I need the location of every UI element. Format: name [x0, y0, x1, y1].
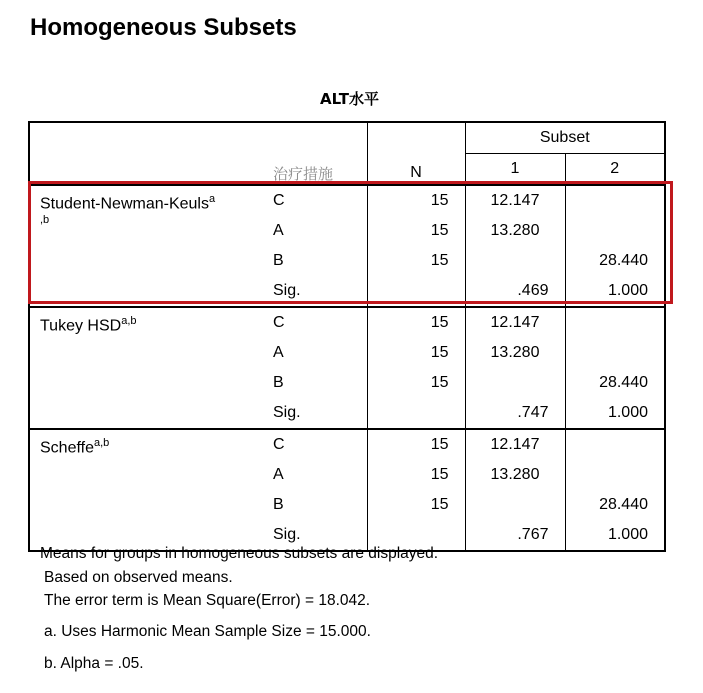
group-tukey: [29, 307, 665, 429]
group-name: Tukey HSD: [40, 317, 122, 335]
n-header: N: [367, 122, 465, 185]
n-cell: [367, 398, 465, 429]
subset2-cell: 1.000: [565, 398, 665, 429]
group-label: [29, 185, 269, 307]
n-cell: 15: [367, 429, 465, 460]
subset1-cell: 12.147: [465, 185, 565, 216]
subset1-cell: [465, 368, 565, 398]
homogeneous-subsets-table: [28, 121, 666, 552]
n-cell: 15: [367, 216, 465, 246]
treatment-cell: B: [273, 252, 284, 269]
footnote-a: a. Uses Harmonic Mean Sample Size = 15.000.: [44, 623, 371, 640]
subset2-cell: [565, 307, 665, 338]
n-cell: 15: [367, 368, 465, 398]
subset1-cell: .767: [465, 520, 565, 551]
treatment-cell: Sig.: [269, 276, 367, 307]
note-line-3: The error term is Mean Square(Error) = 18.042.: [44, 592, 371, 609]
subset2-cell: 28.440: [565, 246, 665, 276]
subset2-cell: [565, 429, 665, 460]
note-line-2: Based on observed means.: [44, 569, 233, 586]
subset2-cell: [565, 460, 665, 490]
group-name: Student-Newman-Keuls: [40, 195, 209, 213]
group-name: Scheffe: [40, 439, 94, 457]
group-footnote-marker: a,b: [121, 315, 137, 327]
table-row: [29, 429, 665, 460]
treatment-cell: B: [273, 374, 284, 391]
subset2-cell: 1.000: [565, 276, 665, 307]
n-cell: 15: [367, 307, 465, 338]
footnote-b: b. Alpha = .05.: [44, 655, 144, 672]
group-label: [29, 307, 269, 429]
subset1-cell: 12.147: [465, 429, 565, 460]
n-cell: 15: [367, 246, 465, 276]
n-cell: 15: [367, 460, 465, 490]
subset2-cell: [565, 185, 665, 216]
group-footnote-marker: a,b: [93, 437, 110, 449]
n-cell: 15: [367, 338, 465, 368]
treatment-cell: A: [273, 222, 284, 239]
treatment-cell: A: [273, 466, 284, 483]
subset1-cell: 13.280: [465, 338, 565, 368]
table-row: [29, 307, 665, 338]
group-footnote-marker-cont: ,b: [40, 214, 50, 227]
subset-header: Subset: [465, 122, 665, 154]
n-cell: [367, 276, 465, 307]
treatment-cell: C: [273, 314, 285, 331]
subset-1-header: 1: [465, 154, 565, 186]
subset1-cell: 13.280: [465, 460, 565, 490]
subset1-cell: 13.280: [465, 216, 565, 246]
treatment-cell: A: [273, 344, 284, 361]
treatment-cell: B: [273, 496, 284, 513]
group-snk: [29, 185, 665, 307]
n-cell: 15: [367, 490, 465, 520]
subset2-cell: [565, 338, 665, 368]
subset1-cell: 12.147: [465, 307, 565, 338]
subset1-cell: [465, 246, 565, 276]
subset-2-header: 2: [565, 154, 665, 186]
n-cell: 15: [367, 185, 465, 216]
treatment-cell: Sig.: [269, 398, 367, 429]
page-title: Homogeneous Subsets: [30, 14, 297, 41]
subset2-cell: 1.000: [565, 520, 665, 551]
group-footnote-marker: a: [208, 193, 216, 205]
subset2-cell: [565, 216, 665, 246]
table-caption: ALT水平: [320, 90, 379, 108]
group-scheffe: [29, 429, 665, 551]
subset1-cell: .469: [465, 276, 565, 307]
group-label: [29, 429, 269, 551]
header-corner: [29, 122, 269, 185]
subset1-cell: .747: [465, 398, 565, 429]
subset2-cell: 28.440: [565, 368, 665, 398]
treatment-header: 治疗措施: [269, 122, 367, 185]
treatment-cell: C: [273, 192, 285, 209]
subset2-cell: 28.440: [565, 490, 665, 520]
treatment-cell: Sig.: [273, 526, 301, 543]
subset1-cell: [465, 490, 565, 520]
table-row: [29, 185, 665, 216]
note-line-1: Means for groups in homogeneous subsets are displayed.: [40, 545, 439, 562]
treatment-cell: C: [273, 436, 285, 453]
